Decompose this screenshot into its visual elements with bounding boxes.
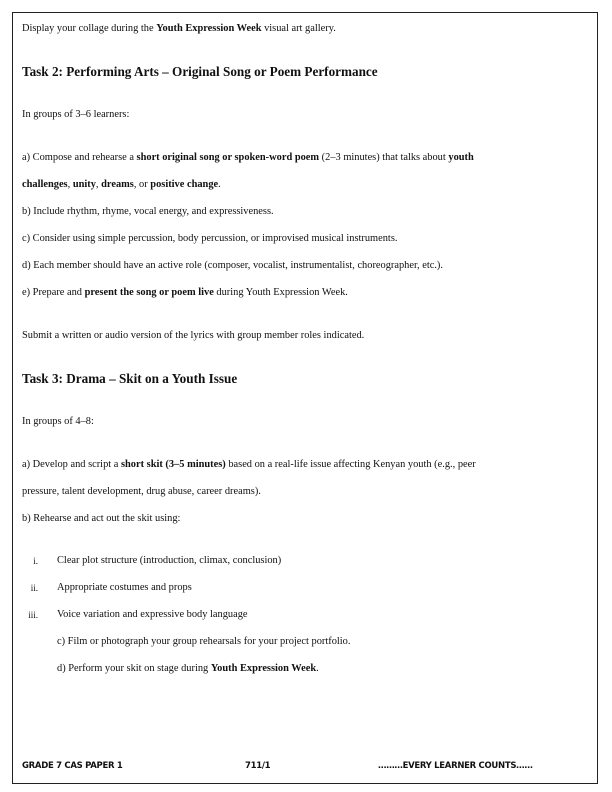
task-2-heading: Task 2: Performing Arts – Original Song or Poem Performance	[22, 64, 378, 79]
roman-numeral: ii.	[30, 583, 38, 593]
list-item: a) Compose and rehearse a short original song or spoken-word poem (2–3 minutes) that talks about youth	[22, 152, 474, 163]
list-item-continued: pressure, talent development, drug abuse, career dreams).	[22, 486, 261, 497]
list-item: d) Perform your skit on stage during Youth Expression Week.	[57, 663, 319, 674]
list-item: c) Film or photograph your group rehearsals for your project portfolio.	[57, 636, 351, 647]
roman-list-item: Appropriate costumes and props	[57, 582, 192, 593]
list-item: e) Prepare and present the song or poem live during Youth Expression Week.	[22, 287, 348, 298]
list-item-continued: challenges, unity, dreams, or positive change.	[22, 179, 221, 190]
paragraph: Submit a written or audio version of the lyrics with group member roles indicated.	[22, 330, 365, 341]
roman-list-item: Voice variation and expressive body language	[57, 609, 248, 620]
footer-motto: ………EVERY LEARNER COUNTS……	[378, 761, 533, 771]
paragraph: Display your collage during the Youth Expression Week visual art gallery.	[22, 23, 336, 34]
task-3-heading: Task 3: Drama – Skit on a Youth Issue	[22, 371, 238, 386]
list-item: b) Rehearse and act out the skit using:	[22, 513, 181, 524]
paragraph: In groups of 4–8:	[22, 416, 94, 427]
list-item: a) Develop and script a short skit (3–5 minutes) based on a real-life issue affecting Kenyan youth (e.g., peer	[22, 459, 476, 470]
roman-numeral: iii.	[28, 610, 38, 620]
footer-paper-code: 711/1	[245, 761, 271, 771]
list-item: d) Each member should have an active role (composer, vocalist, instrumentalist, choreographer, etc.).	[22, 260, 443, 271]
paragraph: In groups of 3–6 learners:	[22, 109, 130, 120]
roman-list-item: Clear plot structure (introduction, climax, conclusion)	[57, 555, 282, 566]
list-item: b) Include rhythm, rhyme, vocal energy, and expressiveness.	[22, 206, 274, 217]
footer-paper-title: GRADE 7 CAS PAPER 1	[22, 761, 123, 771]
list-item: c) Consider using simple percussion, body percussion, or improvised musical instruments.	[22, 233, 398, 244]
roman-numeral: i.	[33, 556, 38, 566]
